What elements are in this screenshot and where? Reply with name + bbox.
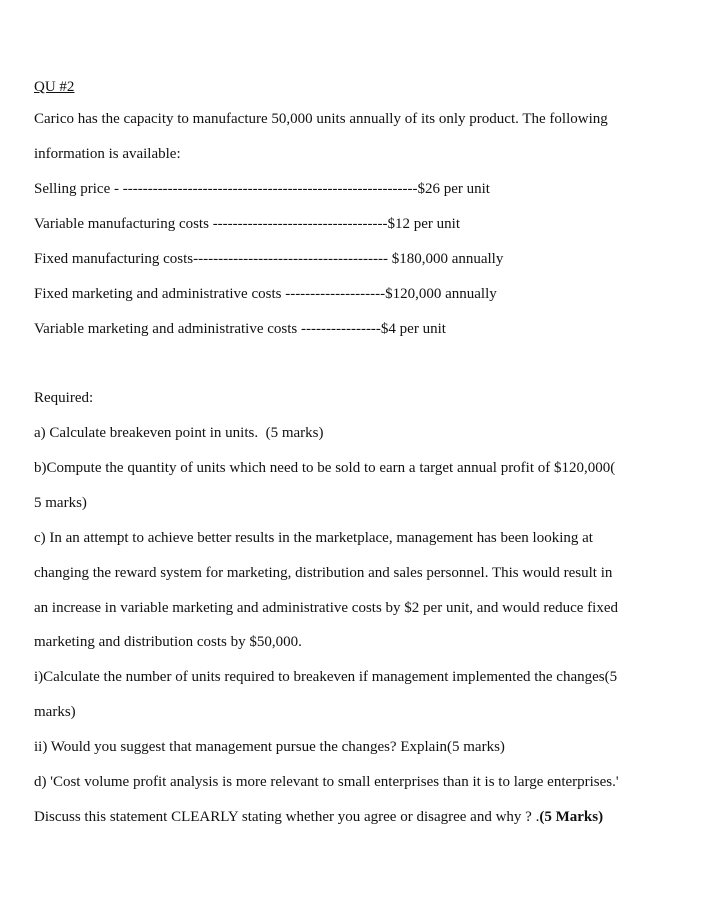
part-b-line-1: b)Compute the quantity of units which need to be sold to earn a target annual profit of $120,000( <box>34 460 616 476</box>
cost-item-selling-price: Selling price - -----------------------------------------------------------$26 per unit <box>34 181 490 197</box>
question-heading: QU #2 <box>34 79 75 95</box>
part-c-line-3: an increase in variable marketing and administrative costs by $2 per unit, and would reduce fixed <box>34 600 618 616</box>
intro-text-line-2: information is available: <box>34 146 181 162</box>
part-d-marks: (5 Marks) <box>539 809 604 825</box>
part-c-line-2: changing the reward system for marketing, distribution and sales personnel. This would result in <box>34 565 613 581</box>
part-c-i-line-2: marks) <box>34 704 76 720</box>
part-c-ii: ii) Would you suggest that management pursue the changes? Explain(5 marks) <box>34 739 505 755</box>
cost-item-fixed-marketing-admin: Fixed marketing and administrative costs --------------------$120,000 annually <box>34 286 497 302</box>
required-label: Required: <box>34 390 94 406</box>
cost-item-fixed-manufacturing: Fixed manufacturing costs--------------------------------------- $180,000 annually <box>34 251 504 267</box>
part-c-line-4: marketing and distribution costs by $50,000. <box>34 634 302 650</box>
part-a: a) Calculate breakeven point in units. (5 marks) <box>34 425 324 441</box>
part-c-line-1: c) In an attempt to achieve better results in the marketplace, management has been looking at <box>34 530 593 546</box>
part-d-text: Discuss this statement CLEARLY stating whether you agree or disagree and why ? . <box>34 809 540 825</box>
part-d-line-2 <box>34 808 603 826</box>
part-d-line-1: d) 'Cost volume profit analysis is more relevant to small enterprises than it is to large enterprises.' <box>34 774 619 790</box>
part-b-line-2: 5 marks) <box>34 495 87 511</box>
cost-item-variable-marketing-admin: Variable marketing and administrative costs ----------------$4 per unit <box>34 321 446 337</box>
cost-item-variable-manufacturing: Variable manufacturing costs -----------------------------------$12 per unit <box>34 216 461 232</box>
intro-text-line-1: Carico has the capacity to manufacture 50,000 units annually of its only product. The following <box>34 111 608 127</box>
part-c-i-line-1: i)Calculate the number of units required to breakeven if management implemented the changes(5 <box>34 669 618 685</box>
